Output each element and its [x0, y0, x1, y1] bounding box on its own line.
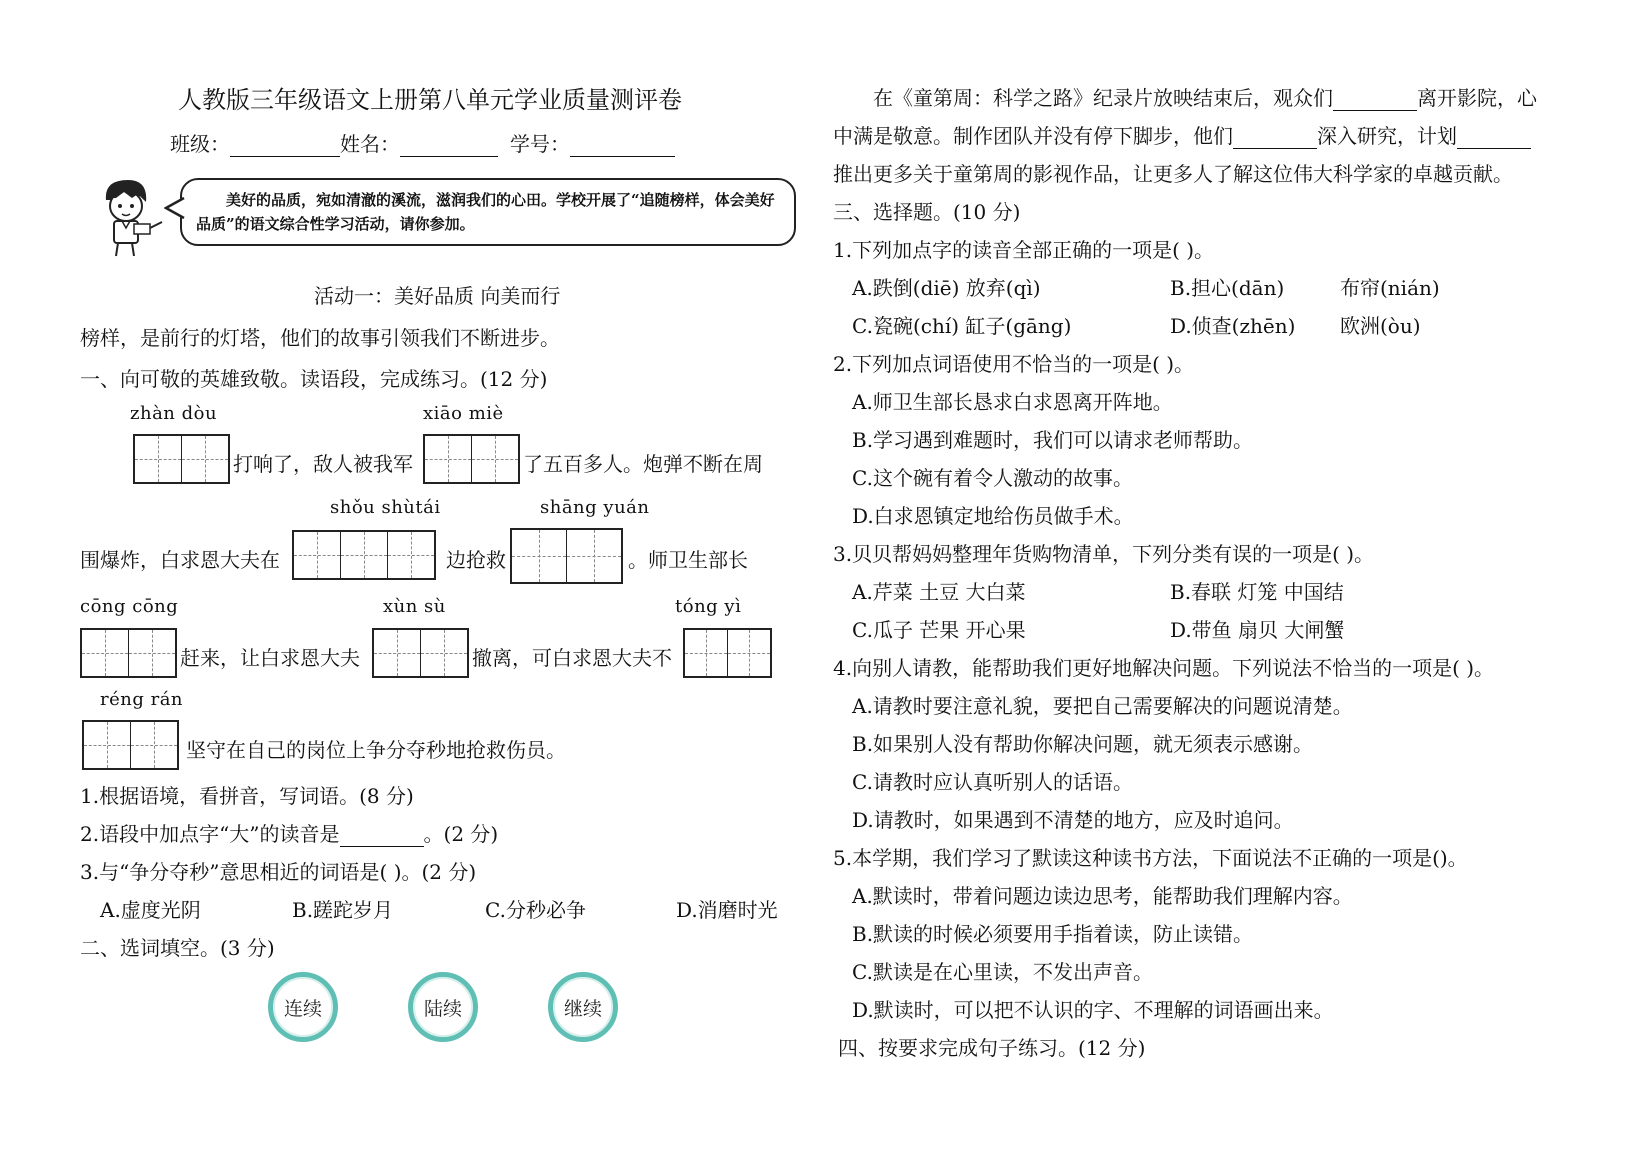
- student-info-row: [170, 128, 675, 157]
- s1-q3-option[interactable]: D.消磨时光: [676, 898, 778, 922]
- s1-q3-option[interactable]: A.虚度光阴: [100, 898, 201, 922]
- s3-q1-option-cont[interactable]: 布帘(nián): [1340, 276, 1440, 300]
- pinyin-xiaomie: xiāo miè: [423, 403, 504, 424]
- pinyin-shangyuan: shāng yuán: [540, 497, 650, 518]
- s3-q2-option[interactable]: B.学习遇到难题时，我们可以请求老师帮助。: [852, 428, 1254, 452]
- s2-blank-1[interactable]: [1333, 88, 1417, 111]
- s2-paragraph-line-1: [873, 82, 1537, 111]
- writing-grid-5[interactable]: [80, 628, 177, 678]
- s2-paragraph-line-3: 推出更多关于童第周的影视作品，让更多人了解这位伟大科学家的卓越贡献。: [833, 162, 1513, 186]
- name-field[interactable]: [400, 134, 498, 157]
- s1-question-2: [80, 818, 498, 847]
- s1-question-3: 3.与“争分夺秒”意思相近的词语是( )。(2 分): [80, 860, 477, 884]
- passage-text: 坚守在自己的岗位上争分夺秒地抢救伤员。: [186, 738, 566, 762]
- pinyin-rengran: réng rán: [100, 689, 184, 710]
- s3-q5-option[interactable]: D.默读时，可以把不认识的字、不理解的词语画出来。: [852, 998, 1334, 1022]
- s2-para-text: 在《童第周：科学之路》纪录片放映结束后，观众们: [873, 86, 1333, 110]
- writing-grid-2[interactable]: [423, 434, 520, 484]
- s2-para-text: 深入研究，计划: [1317, 124, 1457, 148]
- word-choice-jixu[interactable]: 继续: [548, 972, 618, 1042]
- name-label: 姓名：: [340, 132, 400, 156]
- activity1-lead: 榜样，是前行的灯塔，他们的故事引领我们不断进步。: [80, 326, 560, 350]
- cartoon-boy-icon: [92, 176, 172, 258]
- s3-q5-option[interactable]: C.默读是在心里读，不发出声音。: [852, 960, 1153, 984]
- id-label: 学号：: [510, 132, 570, 156]
- s3-q1-option[interactable]: A.跌倒(diē) 放弃(qì): [852, 276, 1041, 300]
- section3-heading: 三、选择题。(10 分): [833, 200, 1021, 224]
- activity1-title: 活动一：美好品质 向美而行: [314, 284, 561, 308]
- s3-q3-option[interactable]: C.瓜子 芒果 开心果: [852, 618, 1026, 642]
- s3-question-2: 2.下列加点词语使用不恰当的一项是( )。: [833, 352, 1195, 376]
- s3-q4-option[interactable]: A.请教时要注意礼貌，要把自己需要解决的问题说清楚。: [852, 694, 1353, 718]
- s2-para-text: 离开影院，心: [1417, 86, 1537, 110]
- s3-question-4: 4.向别人请教，能帮助我们更好地解决问题。下列说法不恰当的一项是( )。: [833, 656, 1495, 680]
- s2-blank-2[interactable]: [1233, 126, 1317, 149]
- pinyin-zhandou: zhàn dòu: [130, 403, 218, 424]
- s3-q1-option[interactable]: C.瓷碗(chí) 缸子(gāng): [852, 314, 1072, 338]
- s1-q2-answer-blank[interactable]: [340, 824, 424, 847]
- page-title: 人教版三年级语文上册第八单元学业质量测评卷: [178, 86, 682, 114]
- passage-text: 。师卫生部长: [628, 548, 748, 572]
- writing-grid-6[interactable]: [372, 628, 469, 678]
- s1-q3-option[interactable]: B.蹉跎岁月: [292, 898, 394, 922]
- s3-q2-option[interactable]: A.师卫生部长恳求白求恩离开阵地。: [852, 390, 1173, 414]
- s3-q5-option[interactable]: B.默读的时候必须要用手指着读，防止读错。: [852, 922, 1254, 946]
- intro-text: 美好的品质，宛如清澈的溪流，滋润我们的心田。学校开展了“追随榜样，体会美好品质”的语文综合性学习活动，请你参加。: [196, 191, 775, 233]
- passage-text: 打响了，敌人被我军: [233, 452, 413, 476]
- section4-heading: 四、按要求完成句子练习。(12 分): [838, 1036, 1146, 1060]
- writing-grid-4[interactable]: [510, 528, 623, 584]
- s2-para-text: 中满是敬意。制作团队并没有停下脚步，他们: [833, 124, 1233, 148]
- s2-paragraph-line-2: [833, 120, 1531, 149]
- s3-q5-option[interactable]: A.默读时，带着问题边读边思考，能帮助我们理解内容。: [852, 884, 1353, 908]
- passage-text: 边抢救: [446, 548, 506, 572]
- class-field[interactable]: [230, 134, 340, 157]
- s3-q3-option[interactable]: D.带鱼 扇贝 大闸蟹: [1170, 618, 1345, 642]
- s1-q2-points: 。(2 分): [423, 822, 499, 846]
- id-field[interactable]: [570, 134, 675, 157]
- s3-q2-option[interactable]: C.这个碗有着令人激动的故事。: [852, 466, 1133, 490]
- s3-q2-option[interactable]: D.白求恩镇定地给伤员做手术。: [852, 504, 1134, 528]
- pinyin-xunsu: xùn sù: [383, 596, 446, 617]
- s3-q1-option-cont[interactable]: 欧洲(òu): [1340, 314, 1421, 338]
- passage-text: 撤离，可白求恩大夫不: [472, 646, 672, 670]
- writing-grid-7[interactable]: [683, 628, 772, 678]
- s2-blank-3[interactable]: [1457, 126, 1531, 149]
- s3-q1-option[interactable]: D.侦查(zhēn): [1170, 314, 1296, 338]
- s3-q4-option[interactable]: D.请教时，如果遇到不清楚的地方，应及时追问。: [852, 808, 1294, 832]
- writing-grid-8[interactable]: [82, 720, 179, 770]
- s3-question-5: 5.本学期，我们学习了默读这种读书方法，下面说法不正确的一项是()。: [833, 846, 1468, 870]
- writing-grid-3[interactable]: [292, 530, 436, 580]
- passage-text: 围爆炸，白求恩大夫在: [80, 548, 280, 572]
- s1-q2-text: 2.语段中加点字“大”的读音是: [80, 822, 340, 846]
- passage-text: 了五百多人。炮弹不断在周: [523, 452, 763, 476]
- s3-q3-option[interactable]: B.春联 灯笼 中国结: [1170, 580, 1344, 604]
- s3-question-3: 3.贝贝帮妈妈整理年货购物清单，下列分类有误的一项是( )。: [833, 542, 1375, 566]
- word-choice-lianxu[interactable]: 连续: [268, 972, 338, 1042]
- writing-grid-1[interactable]: [133, 434, 230, 484]
- bubble-tail-icon: [164, 196, 186, 220]
- s3-q1-option[interactable]: B.担心(dān): [1170, 276, 1285, 300]
- pinyin-shoushutai: shǒu shùtái: [330, 497, 441, 518]
- s3-q4-option[interactable]: B.如果别人没有帮助你解决问题，就无须表示感谢。: [852, 732, 1314, 756]
- passage-text: 赶来，让白求恩大夫: [180, 646, 360, 670]
- intro-speech-bubble: [180, 178, 796, 246]
- class-label: 班级：: [170, 132, 230, 156]
- s1-question-1: 1.根据语境，看拼音，写词语。(8 分): [80, 784, 414, 808]
- pinyin-congcong: cōng cōng: [80, 596, 179, 617]
- s3-q4-option[interactable]: C.请教时应认真听别人的话语。: [852, 770, 1133, 794]
- section2-heading: 二、选词填空。(3 分): [80, 936, 275, 960]
- s3-q3-option[interactable]: A.芹菜 土豆 大白菜: [852, 580, 1026, 604]
- pinyin-tongyi: tóng yì: [675, 596, 742, 617]
- s3-question-1: 1.下列加点字的读音全部正确的一项是( )。: [833, 238, 1215, 262]
- s1-q3-option[interactable]: C.分秒必争: [485, 898, 586, 922]
- word-choice-luxu[interactable]: 陆续: [408, 972, 478, 1042]
- section1-heading: 一、向可敬的英雄致敬。读语段，完成练习。(12 分): [80, 367, 548, 391]
